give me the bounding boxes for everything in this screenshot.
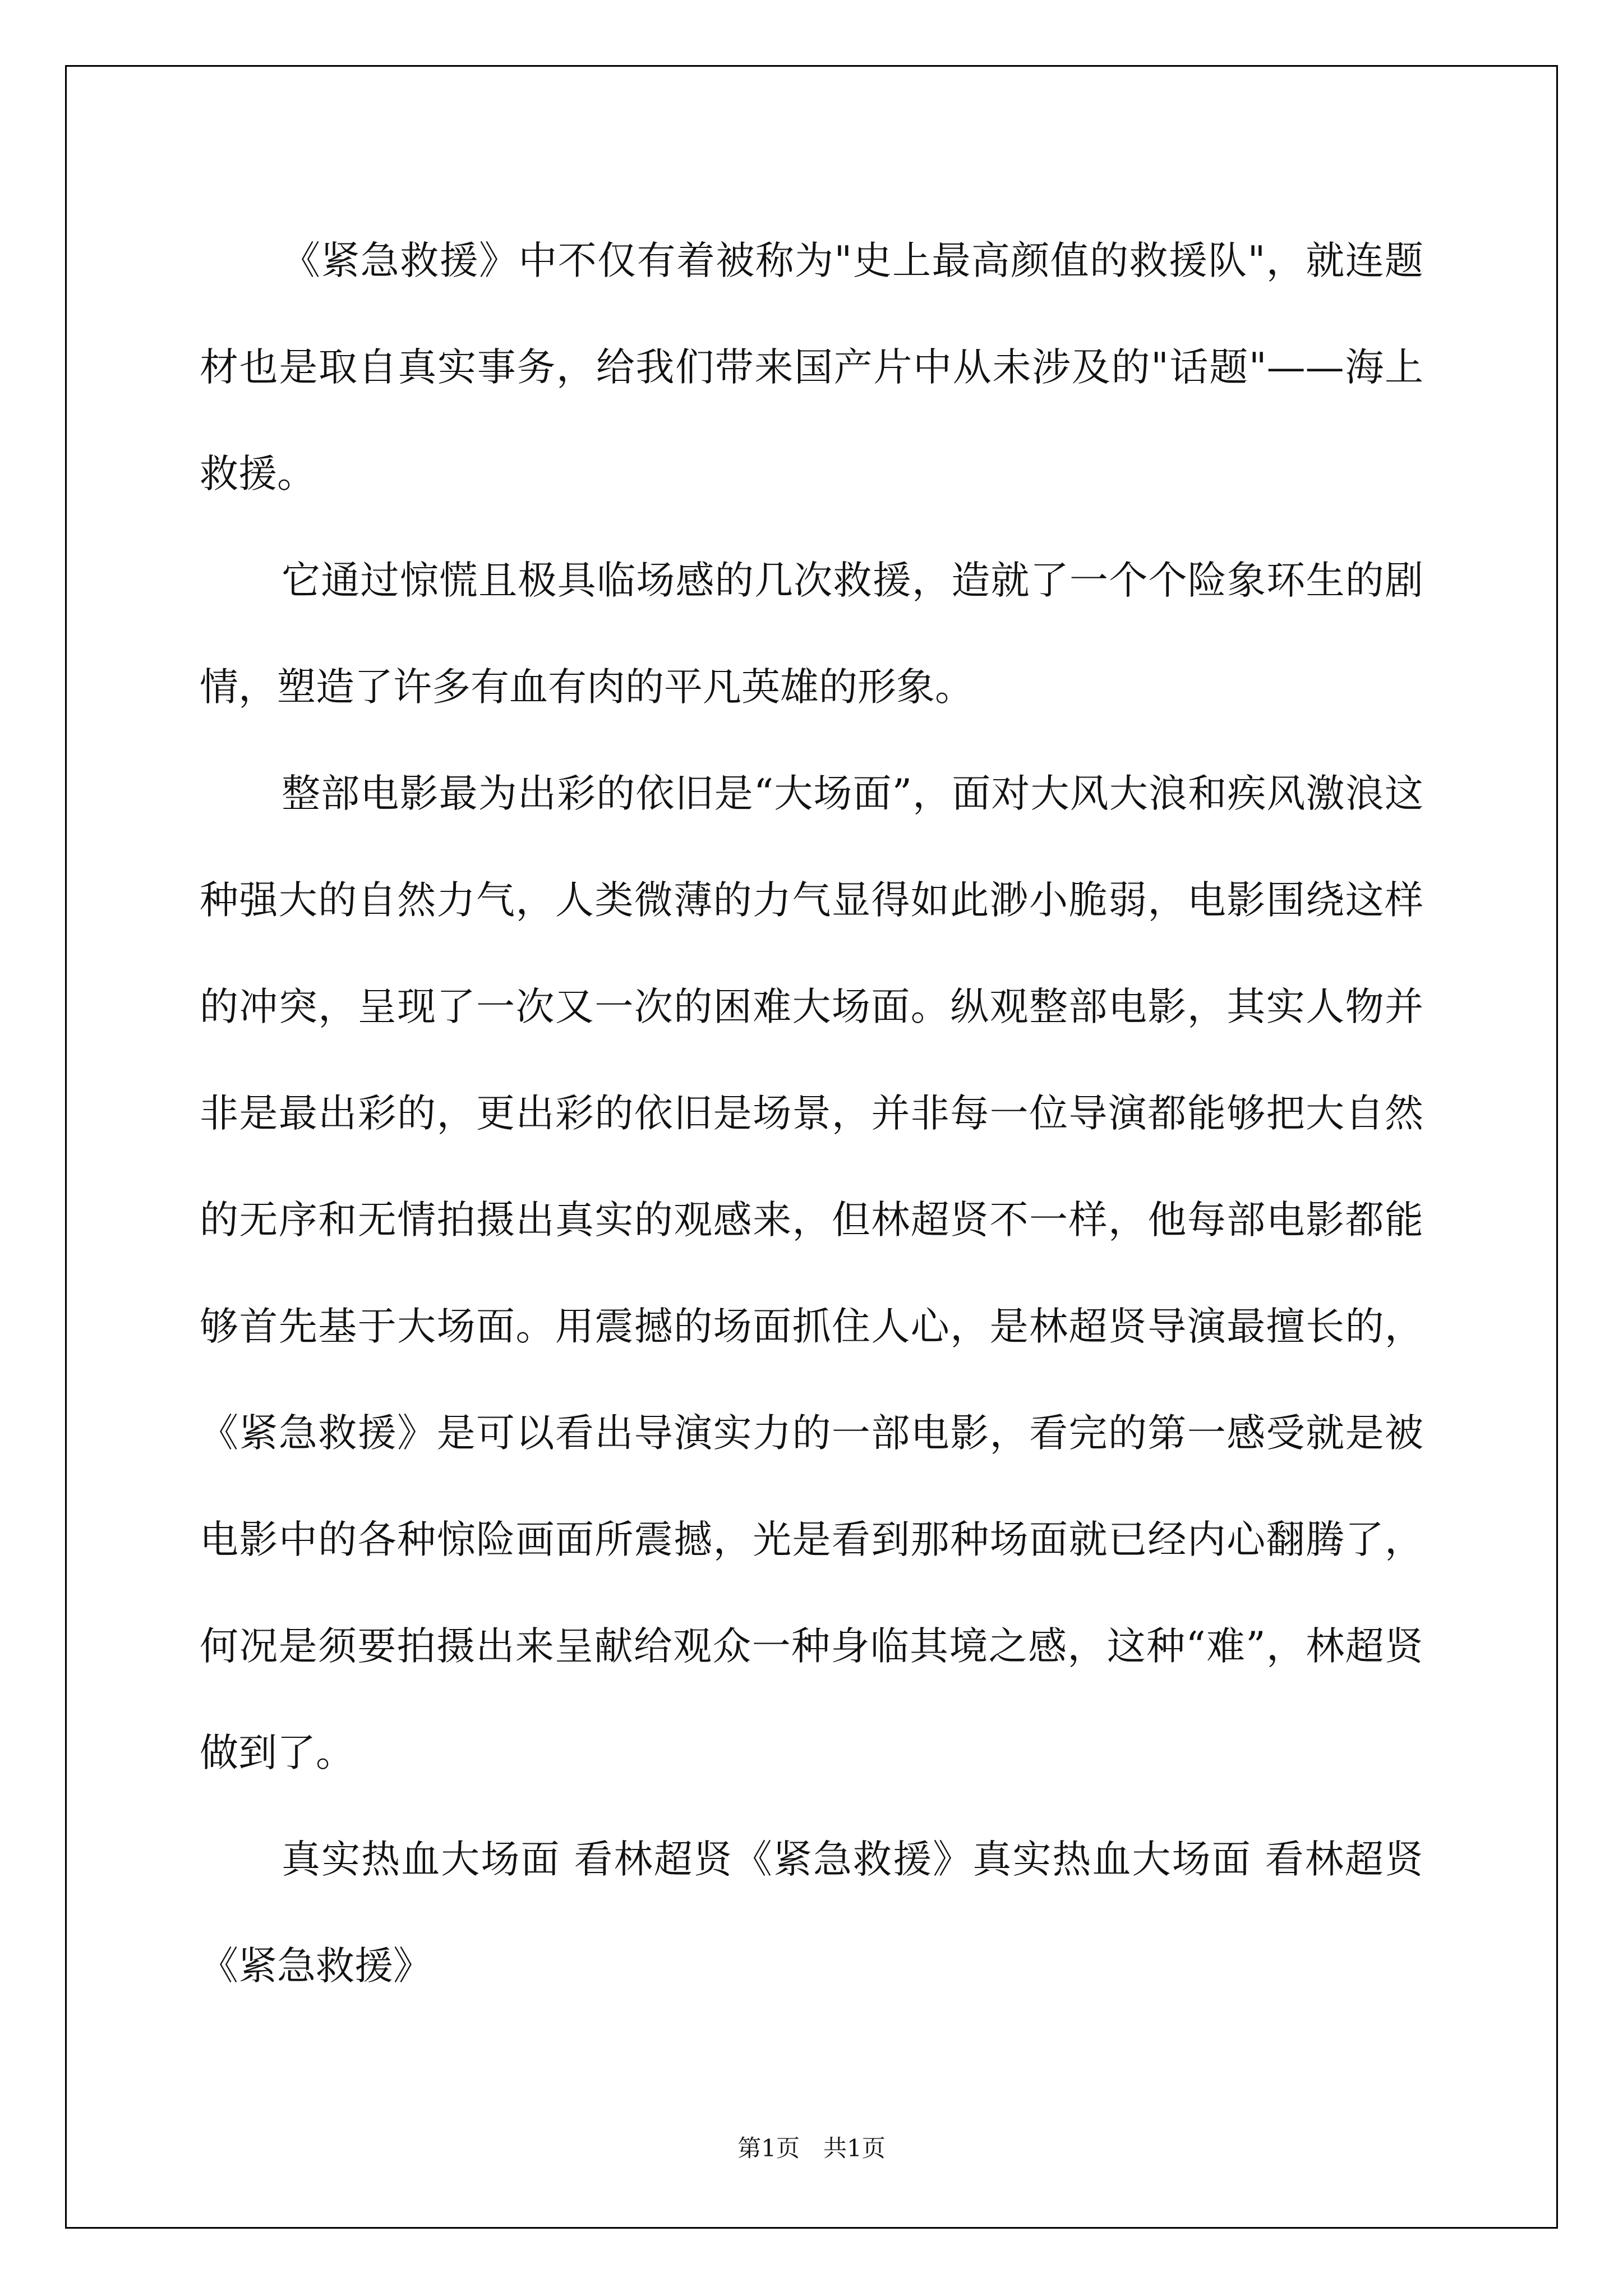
page-number-footer: 第1页 共1页 [737,2134,886,2162]
paragraph-2: 它通过惊慌且极具临场感的几次救援，造就了一个个险象环生的剧情，塑造了许多有血有肉的平凡英雄的形象。 [200,558,1423,710]
document-body [200,208,1423,2019]
paragraph-4: 真实热血大场面 看林超贤《紧急救援》真实热血大场面 看林超贤《紧急救援》 [200,1837,1423,1989]
paragraph-1: 《紧急救援》中不仅有着被称为"史上最高颜值的救援队"，就连题材也是取自真实事务，给我们带来国产片中从未涉及的"话题"——海上救援。 [200,238,1423,496]
paragraph-3: 整部电影最为出彩的依旧是“大场面”，面对大风大浪和疾风激浪这种强大的自然力气，人类微薄的力气显得如此渺小脆弱，电影围绕这样的冲突，呈现了一次又一次的困难大场面。纵观整部电影，其实人物并非是最出彩的，更出彩的依旧是场景，并非每一位导演都能够把大自然的无序和无情拍摄出真实的观感来，但林超贤不一样，他每部电影都能够首先基于大场面。用震撼的场面抓住人心，是林超贤导演最擅长的，《紧急救援》是可以看出导演实力的一部电影，看完的第一感受就是被电影中的各种惊险画面所震撼，光是看到那种场面就已经内心翻腾了，何况是须要拍摄出来呈献给观众一种身临其境之感，这种“难”，林超贤做到了。 [200,771,1423,1775]
